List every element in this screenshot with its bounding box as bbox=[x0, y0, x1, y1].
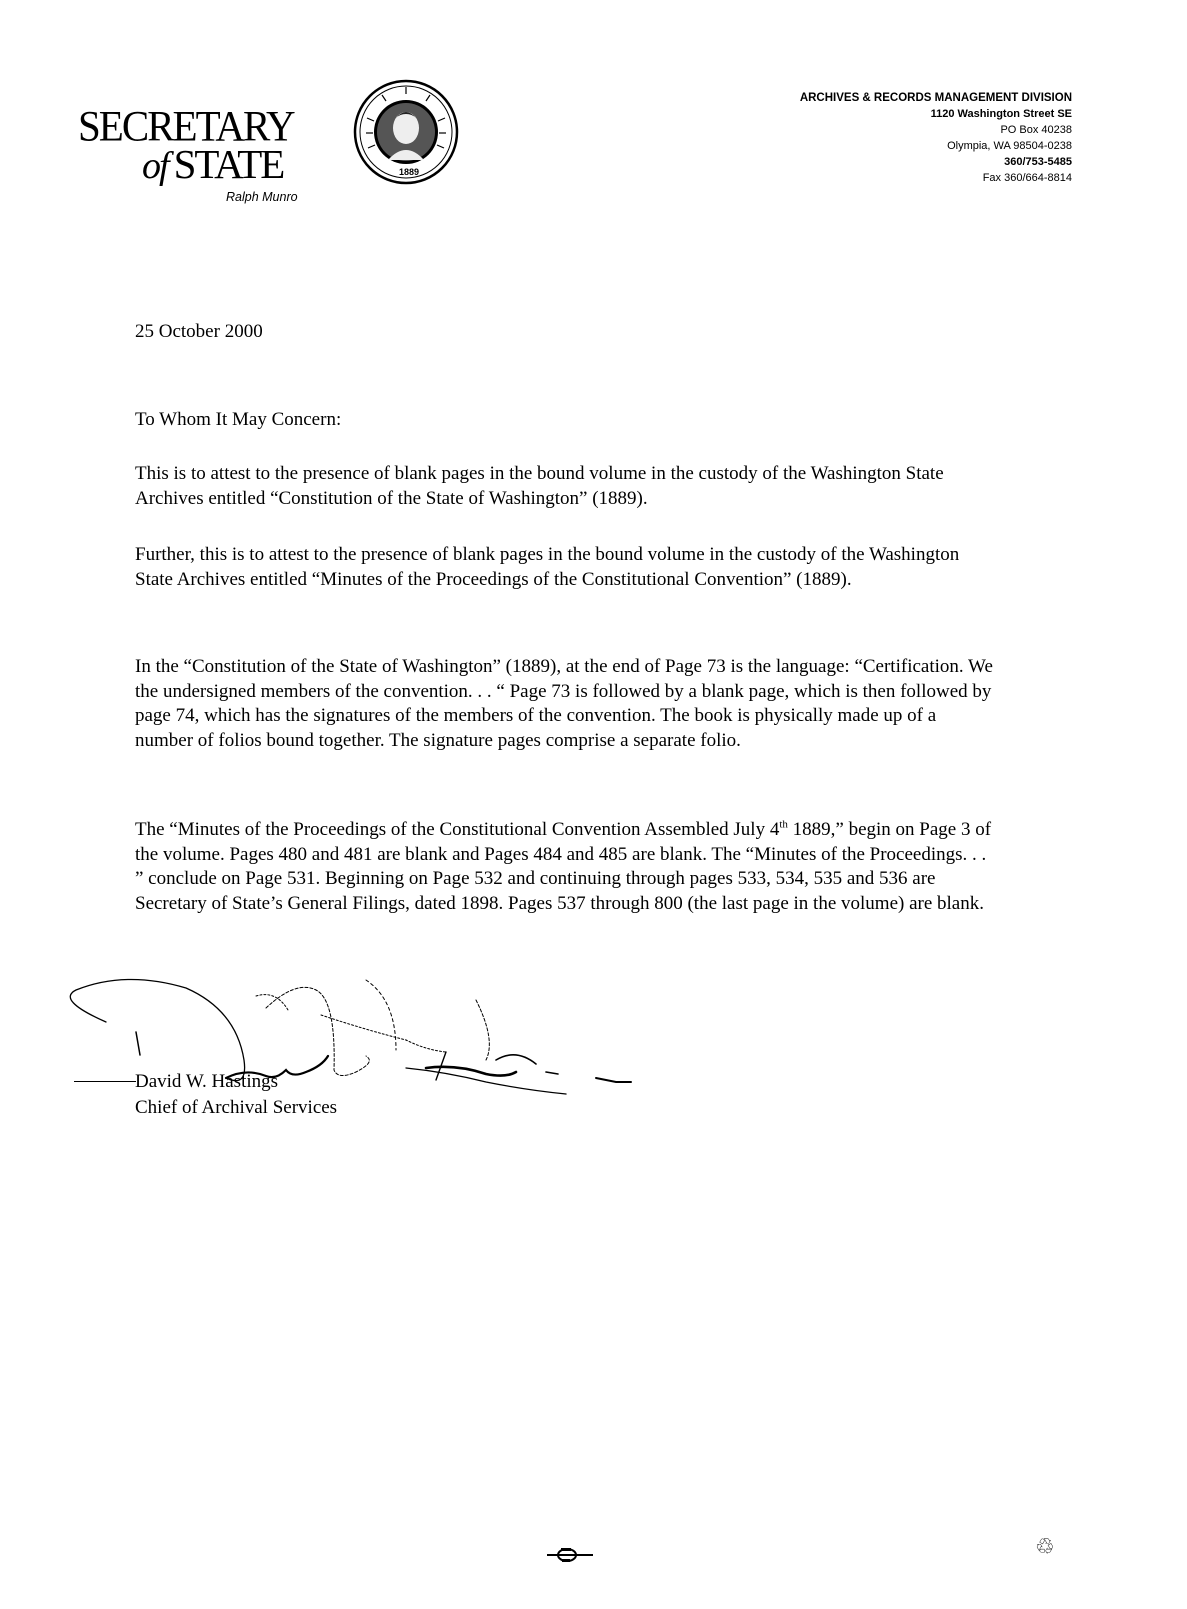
ordinal-superscript: th bbox=[779, 818, 788, 831]
phone-number: 360/753-5485 bbox=[1004, 156, 1072, 168]
letterhead-address bbox=[800, 90, 1072, 186]
signature-line bbox=[74, 1081, 136, 1082]
letter-date: 25 October 2000 bbox=[135, 321, 263, 342]
division-name: ARCHIVES & RECORDS MANAGEMENT DIVISION bbox=[799, 92, 1072, 104]
letter-paragraph-3: In the “Constitution of the State of Washington” (1889), at the end of Page 73 is the language: “Certification. We the undersigned members of the convention. . . “ Page 73 is followed by a blank page, which is then followed by page 74, which has the signatures of the members of the convention. The book is physically made up of a number of folios bound together. The signature pages comprise a separate folio. bbox=[135, 656, 993, 751]
signer-title: Chief of Archival Services bbox=[135, 1097, 338, 1118]
svg-text:1889: 1889 bbox=[399, 167, 420, 177]
paragraph-4-rest: 1889,” begin on Page 3 of the volume. Pages 480 and 481 are blank and Pages 484 and 485 are blank. The “Minutes of the Proceedings. . . ” conclude on Page 531. Beginning on Page 532 and continuing through pages 533, 534, 535 and 536 are Secretary of State’s General Filings, dated 1898. Pages 537 through 800 (the last page in the volume) are blank. bbox=[135, 819, 992, 914]
logo-of-text: of bbox=[142, 145, 168, 187]
logo-state-text: STATE bbox=[173, 141, 284, 187]
po-box: PO Box 40238 bbox=[1000, 124, 1072, 136]
washington-state-seal-icon bbox=[352, 78, 460, 186]
union-label-icon bbox=[545, 1545, 595, 1565]
letter-salutation: To Whom It May Concern: bbox=[135, 409, 342, 430]
logo-secretary-text: SECRETARY bbox=[78, 101, 294, 151]
fax-number: Fax 360/664-8814 bbox=[982, 172, 1072, 184]
signer-name: David W. Hastings bbox=[135, 1071, 279, 1092]
secretary-name: Ralph Munro bbox=[226, 190, 298, 204]
letter-paragraph-4 bbox=[135, 818, 995, 916]
recycle-icon: ♲ bbox=[1035, 1534, 1055, 1559]
logo-of-state-text bbox=[142, 140, 283, 188]
city-state-zip: Olympia, WA 98504-0238 bbox=[947, 140, 1072, 152]
letter-paragraph-1: This is to attest to the presence of blank pages in the bound volume in the custody of the Washington State Archives entitled “Constitution of the State of Washington” (1889). bbox=[135, 463, 944, 509]
letter-paragraph-2: Further, this is to attest to the presence of blank pages in the bound volume in the custody of the Washington State Archives entitled “Minutes of the Proceedings of the Constitutional Convention” (1889). bbox=[135, 544, 960, 590]
street-address: 1120 Washington Street SE bbox=[930, 108, 1072, 120]
paragraph-4-start: The “Minutes of the Proceedings of the Constitutional Convention Assembled July 4 bbox=[135, 819, 780, 840]
